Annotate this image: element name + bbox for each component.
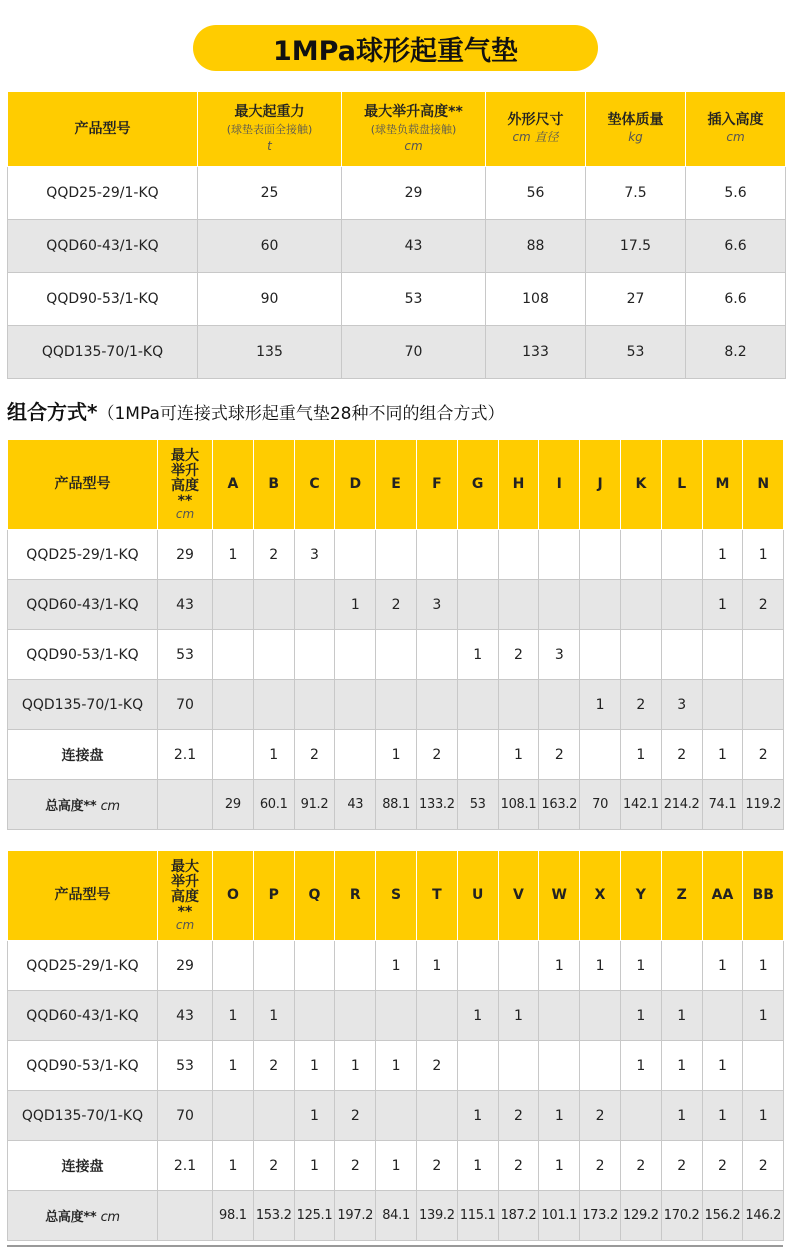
count-cell: 1: [294, 1041, 335, 1091]
count-cell: 1: [376, 941, 417, 991]
total-value-cell: 53: [457, 780, 498, 830]
count-cell: 1: [213, 1041, 254, 1091]
count-cell: 1: [620, 1041, 661, 1091]
count-cell: [253, 630, 294, 680]
total-value-cell: 153.2: [253, 1191, 294, 1241]
count-cell: 1: [416, 941, 457, 991]
total-value-cell: 133.2: [416, 780, 457, 830]
combination-letter: M: [702, 440, 743, 530]
count-cell: [376, 530, 417, 580]
count-cell: 1: [253, 730, 294, 780]
count-cell: [376, 1091, 417, 1141]
height-cell: 2.1: [158, 730, 213, 780]
count-cell: 3: [661, 680, 702, 730]
count-cell: [376, 991, 417, 1041]
combination-letter: Q: [294, 851, 335, 941]
count-cell: 2: [253, 1041, 294, 1091]
total-height-cell: [158, 780, 213, 830]
count-cell: [661, 580, 702, 630]
table-row: [8, 530, 784, 580]
count-cell: 2: [253, 530, 294, 580]
combination-letter: G: [457, 440, 498, 530]
total-label-text: 总高度**: [45, 799, 97, 814]
table-row: [8, 1141, 784, 1191]
count-cell: [457, 530, 498, 580]
count-cell: [539, 1041, 580, 1091]
count-cell: 1: [457, 1091, 498, 1141]
table-row: [8, 730, 784, 780]
header-model: 产品型号: [8, 851, 158, 941]
count-cell: [620, 630, 661, 680]
count-cell: 2: [620, 680, 661, 730]
count-cell: 1: [335, 580, 376, 630]
combination-letter: H: [498, 440, 539, 530]
count-cell: 1: [539, 1091, 580, 1141]
count-cell: [580, 630, 621, 680]
count-cell: [661, 630, 702, 680]
combination-table-o-bb: [7, 850, 784, 1241]
header-height-line: 高度: [171, 478, 199, 494]
value-cell: 17.5: [586, 220, 686, 273]
count-cell: [580, 1041, 621, 1091]
height-cell: 2.1: [158, 1141, 213, 1191]
combination-letter: A: [213, 440, 254, 530]
combination-letter: D: [335, 440, 376, 530]
count-cell: [620, 1091, 661, 1141]
model-cell: QQD60-43/1-KQ: [8, 220, 198, 273]
count-cell: [335, 941, 376, 991]
combination-header-row: [8, 440, 784, 530]
count-cell: 1: [702, 580, 743, 630]
total-value-cell: 60.1: [253, 780, 294, 830]
total-value-cell: 129.2: [620, 1191, 661, 1241]
count-cell: 1: [580, 680, 621, 730]
table-row: [8, 220, 786, 273]
total-height-cell: [158, 1191, 213, 1241]
total-value-cell: 139.2: [416, 1191, 457, 1241]
combination-letter: J: [580, 440, 621, 530]
count-cell: [539, 530, 580, 580]
count-cell: [253, 941, 294, 991]
bottom-divider: [7, 1245, 783, 1247]
count-cell: 2: [620, 1141, 661, 1191]
height-cell: 43: [158, 991, 213, 1041]
count-cell: [294, 941, 335, 991]
count-cell: 1: [457, 991, 498, 1041]
combination-letter: L: [661, 440, 702, 530]
count-cell: [457, 580, 498, 630]
count-cell: 1: [620, 941, 661, 991]
height-cell: 70: [158, 680, 213, 730]
count-cell: [294, 580, 335, 630]
count-cell: 1: [702, 1091, 743, 1141]
spec-header-dimension: 外形尺寸 cm 直径: [486, 92, 586, 167]
count-cell: [498, 941, 539, 991]
count-cell: 1: [213, 991, 254, 1041]
model-cell: QQD25-29/1-KQ: [8, 941, 158, 991]
combination-header-row: [8, 851, 784, 941]
total-value-cell: 142.1: [620, 780, 661, 830]
count-cell: [539, 580, 580, 630]
count-cell: 1: [580, 941, 621, 991]
model-cell: QQD90-53/1-KQ: [8, 630, 158, 680]
combination-letter: C: [294, 440, 335, 530]
count-cell: [416, 991, 457, 1041]
combination-letter: N: [743, 440, 784, 530]
count-cell: [620, 530, 661, 580]
count-cell: 2: [661, 1141, 702, 1191]
count-cell: 2: [580, 1091, 621, 1141]
count-cell: 2: [498, 1141, 539, 1191]
count-cell: [498, 1041, 539, 1091]
header-height-line: 举升: [171, 463, 199, 479]
count-cell: [335, 630, 376, 680]
header-height-line: **: [177, 493, 193, 509]
height-cell: 53: [158, 1041, 213, 1091]
value-cell: 6.6: [686, 273, 786, 326]
header-height-line: 高度: [171, 889, 199, 905]
count-cell: 1: [661, 1041, 702, 1091]
table-row: [8, 326, 786, 379]
total-height-label: [8, 1191, 158, 1241]
value-cell: 29: [342, 167, 486, 220]
combination-table-a-n: [7, 439, 784, 830]
count-cell: [457, 1041, 498, 1091]
combination-letter: R: [335, 851, 376, 941]
header-height-line: 最大: [171, 448, 199, 464]
count-cell: [253, 580, 294, 630]
total-value-cell: 125.1: [294, 1191, 335, 1241]
height-cell: 29: [158, 941, 213, 991]
spec-header-weight: 垫体质量 kg: [586, 92, 686, 167]
count-cell: 1: [661, 1091, 702, 1141]
combination-letter: T: [416, 851, 457, 941]
header-height-line: 最大: [171, 859, 199, 875]
model-cell: 连接盘: [8, 1141, 158, 1191]
total-value-cell: 84.1: [376, 1191, 417, 1241]
count-cell: 2: [743, 1141, 784, 1191]
header-height-line: 举升: [171, 874, 199, 890]
combination-letter: P: [253, 851, 294, 941]
count-cell: 2: [416, 1041, 457, 1091]
value-cell: 135: [198, 326, 342, 379]
count-cell: [213, 630, 254, 680]
count-cell: [661, 530, 702, 580]
count-cell: 1: [213, 530, 254, 580]
combination-letter: Y: [620, 851, 661, 941]
spec-header-insert-height: 插入高度 cm: [686, 92, 786, 167]
total-value-cell: 197.2: [335, 1191, 376, 1241]
count-cell: 1: [294, 1141, 335, 1191]
count-cell: 1: [457, 630, 498, 680]
count-cell: 3: [416, 580, 457, 630]
count-cell: [580, 530, 621, 580]
combination-letter: BB: [743, 851, 784, 941]
count-cell: 2: [743, 730, 784, 780]
total-height-label: [8, 780, 158, 830]
count-cell: [376, 680, 417, 730]
combination-letter: K: [620, 440, 661, 530]
count-cell: 1: [335, 1041, 376, 1091]
combination-letter: AA: [702, 851, 743, 941]
count-cell: [335, 530, 376, 580]
model-cell: QQD135-70/1-KQ: [8, 326, 198, 379]
combination-letter: Z: [661, 851, 702, 941]
total-value-cell: 214.2: [661, 780, 702, 830]
total-value-cell: 98.1: [213, 1191, 254, 1241]
height-cell: 53: [158, 630, 213, 680]
total-value-cell: 43: [335, 780, 376, 830]
count-cell: 1: [294, 1091, 335, 1141]
height-cell: 70: [158, 1091, 213, 1141]
count-cell: 1: [376, 1041, 417, 1091]
count-cell: [457, 730, 498, 780]
table-row: [8, 167, 786, 220]
table-row: [8, 630, 784, 680]
count-cell: 1: [702, 730, 743, 780]
count-cell: [416, 530, 457, 580]
height-cell: 43: [158, 580, 213, 630]
value-cell: 7.5: [586, 167, 686, 220]
model-cell: QQD90-53/1-KQ: [8, 1041, 158, 1091]
count-cell: 2: [335, 1141, 376, 1191]
header-height-line: **: [177, 904, 193, 920]
total-label-text: 总高度**: [45, 1210, 97, 1225]
count-cell: 1: [253, 991, 294, 1041]
count-cell: 1: [620, 991, 661, 1041]
count-cell: [580, 580, 621, 630]
combination-letter: S: [376, 851, 417, 941]
count-cell: [580, 991, 621, 1041]
spec-header-model: 产品型号: [8, 92, 198, 167]
count-cell: 1: [539, 941, 580, 991]
count-cell: 1: [743, 1091, 784, 1141]
total-label-unit: cm: [100, 1210, 120, 1225]
count-cell: 1: [498, 991, 539, 1041]
count-cell: [376, 630, 417, 680]
table-row: [8, 941, 784, 991]
count-cell: 2: [294, 730, 335, 780]
count-cell: 2: [376, 580, 417, 630]
total-value-cell: 101.1: [539, 1191, 580, 1241]
value-cell: 53: [342, 273, 486, 326]
count-cell: [498, 680, 539, 730]
count-cell: [457, 941, 498, 991]
model-cell: QQD25-29/1-KQ: [8, 167, 198, 220]
count-cell: [416, 680, 457, 730]
model-cell: QQD90-53/1-KQ: [8, 273, 198, 326]
value-cell: 5.6: [686, 167, 786, 220]
count-cell: 1: [661, 991, 702, 1041]
count-cell: 2: [498, 1091, 539, 1141]
value-cell: 43: [342, 220, 486, 273]
model-cell: QQD25-29/1-KQ: [8, 530, 158, 580]
count-cell: 3: [539, 630, 580, 680]
value-cell: 90: [198, 273, 342, 326]
count-cell: 1: [702, 941, 743, 991]
total-value-cell: 119.2: [743, 780, 784, 830]
count-cell: 2: [702, 1141, 743, 1191]
model-cell: QQD60-43/1-KQ: [8, 991, 158, 1041]
combination-letter: U: [457, 851, 498, 941]
count-cell: 1: [213, 1141, 254, 1191]
header-height-unit: cm: [175, 918, 195, 932]
total-value-cell: 88.1: [376, 780, 417, 830]
count-cell: [213, 680, 254, 730]
count-cell: 1: [702, 1041, 743, 1091]
count-cell: [743, 1041, 784, 1091]
count-cell: [580, 730, 621, 780]
total-value-cell: 29: [213, 780, 254, 830]
count-cell: [294, 630, 335, 680]
count-cell: 2: [498, 630, 539, 680]
value-cell: 108: [486, 273, 586, 326]
spec-header-max-lift: 最大举升高度** (球垫负载盘接触) cm: [342, 92, 486, 167]
spec-header-row: [8, 92, 786, 167]
spec-table: [7, 91, 786, 379]
count-cell: 1: [539, 1141, 580, 1191]
value-cell: 27: [586, 273, 686, 326]
count-cell: [335, 730, 376, 780]
combination-letter: V: [498, 851, 539, 941]
total-value-cell: 70: [580, 780, 621, 830]
combination-letter: I: [539, 440, 580, 530]
total-label-unit: cm: [100, 799, 120, 814]
combination-letter: E: [376, 440, 417, 530]
count-cell: 2: [661, 730, 702, 780]
total-value-cell: 187.2: [498, 1191, 539, 1241]
value-cell: 8.2: [686, 326, 786, 379]
table-row: [8, 273, 786, 326]
header-max-lift-height: [158, 851, 213, 941]
value-cell: 53: [586, 326, 686, 379]
combination-letter: W: [539, 851, 580, 941]
value-cell: 88: [486, 220, 586, 273]
count-cell: 1: [743, 530, 784, 580]
value-cell: 25: [198, 167, 342, 220]
count-cell: [457, 680, 498, 730]
count-cell: [498, 530, 539, 580]
count-cell: 2: [416, 730, 457, 780]
combination-letter: F: [416, 440, 457, 530]
count-cell: [213, 941, 254, 991]
count-cell: 1: [457, 1141, 498, 1191]
total-value-cell: 115.1: [457, 1191, 498, 1241]
count-cell: [213, 580, 254, 630]
count-cell: 1: [743, 941, 784, 991]
count-cell: [253, 680, 294, 730]
table-row: [8, 680, 784, 730]
model-cell: QQD135-70/1-KQ: [8, 680, 158, 730]
count-cell: [539, 680, 580, 730]
spec-header-max-force: 最大起重力 (球垫表面全接触) t: [198, 92, 342, 167]
total-value-cell: 156.2: [702, 1191, 743, 1241]
count-cell: 2: [253, 1141, 294, 1191]
count-cell: [702, 630, 743, 680]
count-cell: [335, 991, 376, 1041]
combination-letter: O: [213, 851, 254, 941]
count-cell: [702, 680, 743, 730]
count-cell: [253, 1091, 294, 1141]
header-max-lift-height: [158, 440, 213, 530]
count-cell: [620, 580, 661, 630]
model-cell: QQD60-43/1-KQ: [8, 580, 158, 630]
count-cell: [498, 580, 539, 630]
count-cell: [702, 991, 743, 1041]
count-cell: 2: [580, 1141, 621, 1191]
count-cell: [416, 630, 457, 680]
value-cell: 60: [198, 220, 342, 273]
count-cell: [743, 630, 784, 680]
table-row: [8, 580, 784, 630]
count-cell: [213, 1091, 254, 1141]
total-value-cell: 173.2: [580, 1191, 621, 1241]
total-value-cell: 146.2: [743, 1191, 784, 1241]
count-cell: 2: [539, 730, 580, 780]
count-cell: 1: [702, 530, 743, 580]
count-cell: [213, 730, 254, 780]
count-cell: [539, 991, 580, 1041]
header-model: 产品型号: [8, 440, 158, 530]
count-cell: [294, 991, 335, 1041]
combination-letter: X: [580, 851, 621, 941]
count-cell: 1: [376, 1141, 417, 1191]
model-cell: QQD135-70/1-KQ: [8, 1091, 158, 1141]
count-cell: [416, 1091, 457, 1141]
count-cell: [335, 680, 376, 730]
header-height-unit: cm: [175, 507, 195, 521]
count-cell: 3: [294, 530, 335, 580]
combination-section-title: 组合方式*（1MPa可连接式球形起重气垫28种不同的组合方式）: [7, 400, 505, 424]
count-cell: 2: [743, 580, 784, 630]
count-cell: 2: [416, 1141, 457, 1191]
table-row: [8, 1041, 784, 1091]
model-cell: 连接盘: [8, 730, 158, 780]
value-cell: 133: [486, 326, 586, 379]
value-cell: 6.6: [686, 220, 786, 273]
count-cell: 1: [498, 730, 539, 780]
count-cell: 1: [743, 991, 784, 1041]
combination-letter: B: [253, 440, 294, 530]
total-value-cell: 91.2: [294, 780, 335, 830]
value-cell: 56: [486, 167, 586, 220]
count-cell: 1: [376, 730, 417, 780]
value-cell: 70: [342, 326, 486, 379]
count-cell: [743, 680, 784, 730]
total-height-row: [8, 1191, 784, 1241]
table-row: [8, 991, 784, 1041]
count-cell: [294, 680, 335, 730]
table-row: [8, 1091, 784, 1141]
total-value-cell: 74.1: [702, 780, 743, 830]
total-value-cell: 170.2: [661, 1191, 702, 1241]
count-cell: [661, 941, 702, 991]
height-cell: 29: [158, 530, 213, 580]
total-height-row: [8, 780, 784, 830]
total-value-cell: 163.2: [539, 780, 580, 830]
total-value-cell: 108.1: [498, 780, 539, 830]
page-title: 1MPa球形起重气垫: [193, 25, 598, 71]
count-cell: 1: [620, 730, 661, 780]
count-cell: 2: [335, 1091, 376, 1141]
